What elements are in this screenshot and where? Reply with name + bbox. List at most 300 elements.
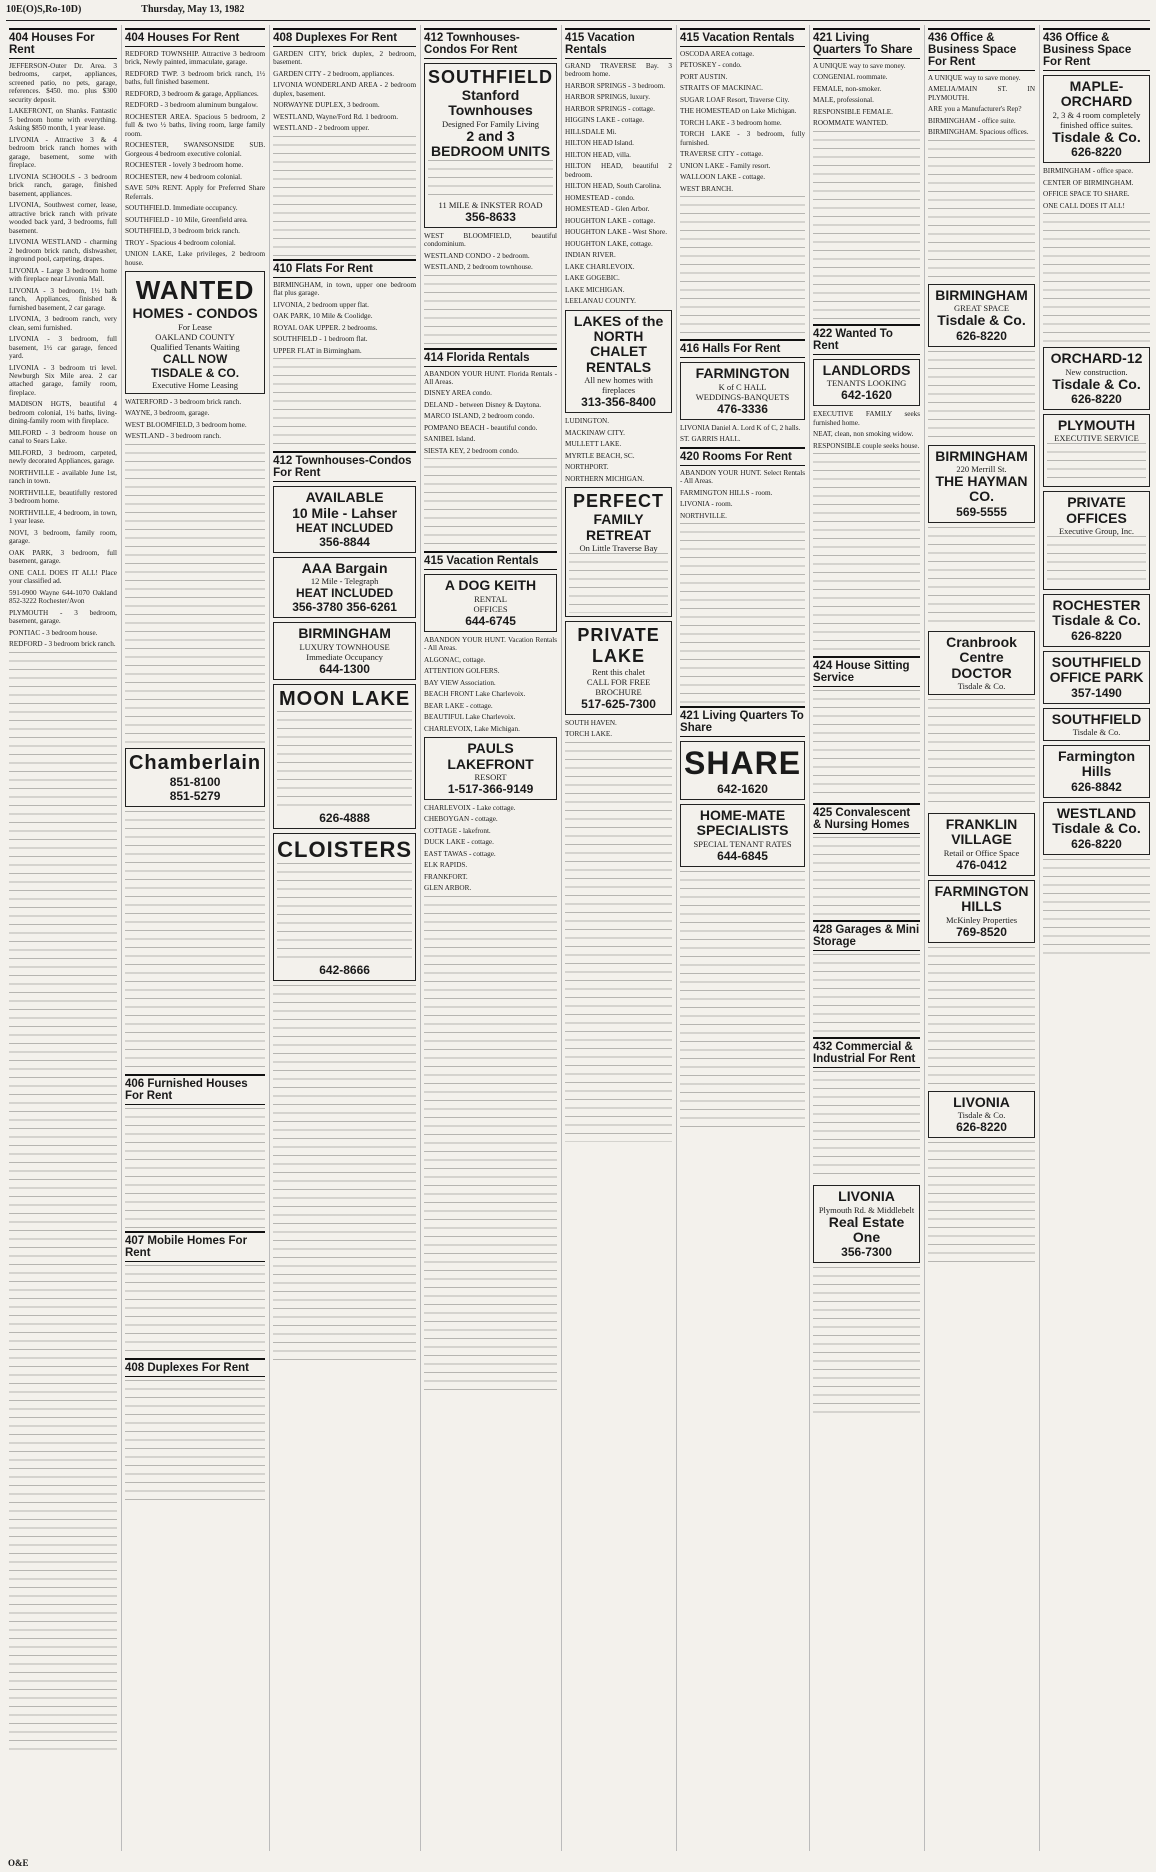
display-ad-share bbox=[680, 741, 805, 800]
ad-title: SHARE bbox=[684, 745, 802, 782]
classified-ad: FARMINGTON HILLS - room. bbox=[680, 488, 773, 497]
classified-ad: HILTON HEAD, South Carolina. bbox=[565, 182, 662, 191]
ad-list bbox=[424, 636, 557, 733]
classified-ad: HOUGHTON LAKE - cottage. bbox=[565, 216, 656, 225]
classified-ad: MACKINAW CITY. bbox=[565, 428, 625, 437]
classified-ad: SAVE 50% RENT. Apply for Preferred Share Referrals. bbox=[124, 184, 266, 201]
classified-ad: NORTHVILLE, beautifully restored 3 bedroom home. bbox=[9, 488, 117, 506]
display-ad-franklin-village bbox=[928, 813, 1035, 876]
classified-ad: ONE CALL DOES IT ALL! Place your classified ad. bbox=[9, 568, 117, 586]
ad-line: Qualified Tenants Waiting bbox=[150, 341, 240, 352]
classified-ad: OAK PARK, 3 bedroom, full basement, garage. bbox=[9, 548, 117, 566]
classified-ad: SOUTHFIELD - 1 bedroom flat. bbox=[273, 335, 368, 344]
classified-ad: UNION LAKE, Lake privileges, 2 bedroom house. bbox=[124, 250, 266, 267]
ad-title: Chamberlain bbox=[128, 751, 262, 774]
ad-list bbox=[813, 410, 920, 450]
classified-ad: JEFFERSON-Outer Dr. Area. 3 bedrooms, carpet, appliances, screened patio, no pets, garage, references. $450. mo. plus $300 security deposit. bbox=[9, 62, 117, 104]
ad-phone: 626-8220 bbox=[1071, 391, 1122, 406]
ad-text-block bbox=[813, 1071, 920, 1181]
ad-title: ORCHARD-12 bbox=[1050, 350, 1143, 367]
page-footer: O&E bbox=[8, 1858, 29, 1868]
classified-ad: LIVONIA, 2 bedroom upper flat. bbox=[273, 300, 369, 309]
column-6 bbox=[676, 25, 805, 1851]
classified-ad: SUGAR LOAF Resort, Traverse City. bbox=[680, 95, 790, 104]
ad-list bbox=[680, 50, 805, 193]
classified-ad: ABANDON YOUR HUNT. Vacation Rentals - All Areas. bbox=[424, 635, 558, 653]
ad-line: RESORT bbox=[474, 771, 507, 782]
classified-ad: WEST BLOOMFIELD, 3 bedroom home. bbox=[124, 420, 247, 429]
classified-ad: SOUTH HAVEN. bbox=[565, 718, 617, 727]
classified-ad: CHEBOYGAN - cottage. bbox=[424, 815, 498, 824]
section-heading: 424 House Sitting Service bbox=[813, 656, 920, 687]
ad-line: CHALET RENTALS bbox=[586, 343, 652, 375]
display-ad-birmingham-townhouse bbox=[273, 622, 416, 679]
ad-title: PAULS LAKEFRONT bbox=[447, 740, 534, 772]
ad-line: GREAT SPACE bbox=[954, 303, 1010, 314]
ad-phone: 769-8520 bbox=[956, 924, 1007, 939]
ad-line: HOMES - CONDOS bbox=[132, 305, 258, 322]
ad-line: CALL FOR FREE BROCHURE bbox=[586, 676, 651, 697]
display-ad-plymouth-executive bbox=[1043, 414, 1150, 487]
classified-ad: DUCK LAKE - cottage. bbox=[424, 838, 494, 847]
ad-text-block bbox=[9, 652, 117, 1752]
ad-title: MOON LAKE bbox=[278, 687, 411, 710]
classified-ad: ROOMMATE WANTED. bbox=[813, 119, 888, 128]
ad-line: LUXURY TOWNHOUSE bbox=[299, 641, 390, 652]
classified-ad: FEMALE, non-smoker. bbox=[813, 84, 882, 93]
ad-text-block bbox=[125, 811, 265, 1071]
ad-line: Tisdale & Co. bbox=[1072, 727, 1121, 738]
section-heading: 416 Halls For Rent bbox=[680, 339, 805, 358]
classified-ad: NORTHPORT. bbox=[565, 463, 609, 472]
classified-ad: REDFORD TOWNSHIP. Attractive 3 bedroom brick, Newly painted, immaculate, garage. bbox=[124, 50, 266, 67]
ad-list bbox=[273, 281, 416, 355]
classified-ad: SOUTHFIELD, 3 bedroom brick ranch. bbox=[124, 227, 240, 236]
classified-ad: ALGONAC, cottage. bbox=[424, 655, 486, 664]
column-9 bbox=[1039, 25, 1150, 1851]
classified-ad: WESTLAND, 2 bedroom townhouse. bbox=[424, 263, 533, 272]
classified-ad: UPPER FLAT in Birmingham. bbox=[273, 346, 362, 355]
classified-ad: ABANDON YOUR HUNT. Florida Rentals - All Areas. bbox=[424, 369, 558, 386]
classified-ad: A UNIQUE way to save money. bbox=[813, 62, 906, 70]
ad-phone: 642-1620 bbox=[841, 388, 892, 403]
ad-text-block bbox=[813, 837, 920, 917]
ad-line: OFFICES bbox=[473, 603, 508, 614]
classified-ad: REDFORD - 3 bedroom brick ranch. bbox=[9, 640, 116, 649]
ad-title: BIRMINGHAM bbox=[935, 286, 1028, 303]
classified-ad: LIVONIA, 3 bedroom ranch, very clean, semi furnished. bbox=[9, 315, 117, 332]
display-ad-private-offices bbox=[1043, 491, 1150, 590]
ad-list bbox=[424, 232, 557, 272]
ad-phone: 313-356-8400 bbox=[581, 395, 656, 410]
ad-text-block bbox=[813, 1267, 920, 1417]
classified-ad: LAKE CHARLEVOIX. bbox=[565, 262, 635, 271]
column-2 bbox=[121, 25, 265, 1851]
classified-ad: HILTON HEAD, villa. bbox=[565, 150, 631, 159]
classified-ad: MADISON HGTS, beautiful 4 bedroom colonial, 1½ baths, living-dining-family room with fireplace. bbox=[9, 400, 117, 426]
classified-ad: ROYAL OAK UPPER. 2 bedrooms. bbox=[273, 323, 378, 332]
classified-ad: STRAITS OF MACKINAC. bbox=[680, 84, 763, 93]
issue-date: Thursday, May 13, 1982 bbox=[141, 4, 245, 15]
ad-title: A DOG KEITH bbox=[444, 577, 537, 594]
display-ad-hayman bbox=[928, 445, 1035, 523]
ad-list bbox=[928, 74, 1035, 137]
classified-ad: NORWAYNE DUPLEX, 3 bedroom. bbox=[273, 101, 380, 110]
classified-ad: NORTHERN MICHIGAN. bbox=[565, 474, 645, 483]
display-ad-southfield-office-park bbox=[1043, 651, 1150, 704]
classified-ad: CENTER OF BIRMINGHAM. bbox=[1043, 178, 1134, 187]
ad-title: LANDLORDS bbox=[822, 361, 911, 378]
display-ad-orchard-12 bbox=[1043, 347, 1150, 410]
ad-text-block bbox=[928, 699, 1035, 809]
ad-line: Executive Home Leasing bbox=[152, 379, 239, 390]
ad-text-block bbox=[428, 160, 553, 200]
ad-title: LAKES of the NORTH bbox=[573, 312, 664, 345]
ad-line: 2 and 3 BEDROOM UNITS bbox=[431, 127, 551, 160]
display-ad-birmingham-great-space bbox=[928, 284, 1035, 347]
classified-ad: LIVONIA - 3 bedroom, 1½ bath ranch, Appliances, finished & furnished basement, 2 car garage. bbox=[9, 286, 117, 312]
ad-title: WESTLAND bbox=[1056, 804, 1137, 821]
ad-text-block bbox=[125, 1380, 265, 1500]
ad-line: New construction. bbox=[1065, 366, 1128, 377]
display-ad-farmington-k-of-c-hall bbox=[680, 362, 805, 419]
ad-line: On Little Traverse Bay bbox=[579, 542, 658, 553]
column-1 bbox=[6, 25, 117, 1851]
ad-title: FARMINGTON HILLS bbox=[934, 882, 1029, 915]
display-ad-maple-orchard bbox=[1043, 75, 1150, 163]
classified-ad: WEST BRANCH. bbox=[680, 184, 734, 193]
ad-phone: 356-3780 356-6261 bbox=[292, 600, 397, 615]
classified-ad: NORTHVILLE. bbox=[680, 511, 727, 520]
classified-ad: ONE CALL DOES IT ALL! bbox=[1043, 201, 1125, 210]
section-heading: 410 Flats For Rent bbox=[273, 259, 416, 278]
classified-ad: LIVONIA - room. bbox=[680, 500, 733, 509]
ad-line: Real Estate One bbox=[828, 1213, 905, 1246]
column-8 bbox=[924, 25, 1035, 1851]
column-3 bbox=[269, 25, 416, 1851]
ad-title: FRANKLIN VILLAGE bbox=[945, 816, 1018, 848]
ad-title: PLYMOUTH bbox=[1057, 416, 1136, 433]
display-ad-stanford-townhouses bbox=[424, 63, 557, 228]
classified-ad: ROCHESTER AREA. Spacious 5 bedroom, 2 full & two ½ baths, living room, large family room. bbox=[124, 112, 266, 138]
classified-ad: ABANDON YOUR HUNT. Select Rentals - All Areas. bbox=[680, 468, 806, 486]
classified-ad: PETOSKEY - condo. bbox=[680, 61, 742, 70]
section-heading: 415 Vacation Rentals bbox=[680, 28, 805, 47]
ad-text-block bbox=[273, 136, 416, 256]
display-ad-private-lake bbox=[565, 621, 672, 715]
classified-ad: BEAR LAKE - cottage. bbox=[424, 701, 493, 710]
section-heading: 428 Garages & Mini Storage bbox=[813, 920, 920, 951]
section-heading: 404 Houses For Rent bbox=[9, 28, 117, 59]
classified-ad: ROCHESTER, SWANSONSIDE SUB. Gorgeous 4 bedroom executive colonial. bbox=[124, 141, 266, 158]
classified-ad: LIVONIA Daniel A. Lord K of C, 2 halls. bbox=[680, 423, 801, 432]
ad-text-block bbox=[125, 444, 265, 744]
classified-ad: LIVONIA - 3 bedroom tri level. Newburgh Six Mile area. 2 car attached garage, family room, fireplace. bbox=[9, 363, 117, 397]
ad-line: EXECUTIVE SERVICE bbox=[1054, 433, 1139, 444]
display-ad-aaa-bargain bbox=[273, 557, 416, 618]
ad-title: PRIVATE OFFICES bbox=[1066, 494, 1127, 526]
classified-ad: FRANKFORT. bbox=[424, 872, 468, 881]
classified-ad: LAKE MICHIGAN. bbox=[565, 285, 625, 294]
ad-title: HOME-MATE bbox=[699, 807, 786, 824]
ad-phone: 517-625-7300 bbox=[581, 696, 656, 711]
display-ad-keith-rentals bbox=[424, 574, 557, 631]
classified-ad: LIVONIA WESTLAND - charming 2 bedroom brick ranch, dishwasher, inground pool, carpeting, drapes. bbox=[9, 238, 117, 264]
classified-ad: BIRMINGHAM - office suite. bbox=[928, 116, 1016, 125]
classified-ad: MILFORD, 3 bedroom, carpeted, newly decorated Appliances, garage. bbox=[9, 448, 117, 466]
display-ad-southfield-tisdale bbox=[1043, 708, 1150, 741]
classified-ad: DISNEY AREA condo. bbox=[424, 389, 492, 398]
display-ad-lakes-of-the-north bbox=[565, 310, 672, 414]
ad-list bbox=[1043, 167, 1150, 210]
ad-phone: 642-1620 bbox=[717, 782, 768, 797]
ad-title: SOUTHFIELD bbox=[1051, 710, 1142, 727]
display-ad-mckinley bbox=[928, 880, 1035, 943]
ad-line: Tisdale & Co. bbox=[1052, 128, 1141, 145]
ad-line: Tisdale & Co. bbox=[957, 1109, 1006, 1120]
ad-line: FAMILY RETREAT bbox=[586, 511, 652, 543]
classified-ad: HOUGHTON LAKE, cottage. bbox=[565, 239, 653, 248]
classified-ad: CHARLEVOIX - Lake cottage. bbox=[424, 803, 516, 812]
section-heading: 436 Office & Business Space For Rent bbox=[928, 28, 1035, 71]
display-ad-cranbrook bbox=[928, 631, 1035, 695]
ad-phone: 851-8100 bbox=[169, 774, 221, 789]
section-heading: 425 Convalescent & Nursing Homes bbox=[813, 803, 920, 834]
ad-text-block bbox=[273, 358, 416, 448]
ad-title: ROCHESTER bbox=[1052, 597, 1141, 614]
ad-line: 11 MILE & INKSTER ROAD bbox=[438, 199, 543, 210]
ad-title: LIVONIA bbox=[838, 1188, 895, 1205]
ad-line: SPECIALISTS bbox=[696, 822, 789, 839]
ad-title: PRIVATE LAKE bbox=[577, 624, 660, 666]
classified-ad: ELK RAPIDS. bbox=[424, 861, 468, 870]
ad-title: Cranbrook Centre bbox=[946, 633, 1017, 666]
ad-line: Plymouth Rd. & Middlebelt bbox=[818, 1204, 915, 1215]
ad-line: K of C HALL bbox=[718, 381, 767, 392]
ad-list bbox=[9, 62, 117, 649]
ad-text-block bbox=[125, 1108, 265, 1228]
display-ad-livonia-real-estate-one bbox=[813, 1185, 920, 1263]
section-heading: 415 Vacation Rentals bbox=[565, 28, 672, 59]
classified-ad: REDFORD - 3 bedroom aluminum bungalow. bbox=[124, 101, 258, 110]
ad-title: BIRMINGHAM bbox=[298, 625, 391, 642]
column-4 bbox=[420, 25, 557, 1851]
ad-list bbox=[565, 417, 672, 483]
display-ad-pauls-lakefront bbox=[424, 737, 557, 800]
ad-text-block bbox=[813, 690, 920, 800]
classified-ad: MULLETT LAKE. bbox=[565, 440, 622, 449]
classified-ad: HARBOR SPRINGS, luxury. bbox=[565, 93, 651, 102]
classified-ad: EAST TAWAS - cottage. bbox=[424, 849, 496, 858]
column-7 bbox=[809, 25, 920, 1851]
ad-list bbox=[680, 469, 805, 520]
ad-text-block bbox=[273, 985, 416, 1365]
ad-line: Executive Group, Inc. bbox=[1058, 526, 1135, 537]
classified-ad: PLYMOUTH - 3 bedroom, basement, garage. bbox=[9, 608, 117, 626]
classified-ad: TORCH LAKE. bbox=[565, 730, 613, 739]
ad-line: Tisdale & Co. bbox=[937, 312, 1026, 329]
ad-phone: 644-1300 bbox=[319, 661, 370, 676]
display-ad-wanted bbox=[125, 271, 265, 393]
ad-phone: 356-7300 bbox=[841, 1245, 892, 1260]
classified-ad: HARBOR SPRINGS - 3 bedroom. bbox=[565, 81, 666, 90]
classified-ad: CHARLEVOIX, Lake Michigan. bbox=[424, 724, 520, 733]
classified-ad: MARCO ISLAND, 2 bedroom condo. bbox=[424, 412, 535, 421]
ad-list bbox=[125, 50, 265, 267]
ad-phone: 626-8842 bbox=[1071, 779, 1122, 794]
classified-ad: COTTAGE - lakefront. bbox=[424, 826, 491, 835]
ad-line: Tisdale & Co. bbox=[1052, 820, 1141, 837]
section-heading: 406 Furnished Houses For Rent bbox=[125, 1074, 265, 1105]
classified-ad: WESTLAND - 3 bedroom ranch. bbox=[124, 432, 221, 441]
ad-line: WEDDINGS-BANQUETS bbox=[695, 391, 790, 402]
ad-phone: 626-8220 bbox=[956, 1119, 1007, 1134]
column-5 bbox=[561, 25, 672, 1851]
classified-ad: LAKEFRONT, on Shanks. Fantastic 5 bedroom home with everything. Asking $850 month, 1 year lease. bbox=[9, 107, 117, 133]
ad-line: 2, 3 & 4 room completely finished office suites. bbox=[1052, 109, 1141, 130]
display-ad-landlords bbox=[813, 359, 920, 406]
display-ad-available bbox=[273, 486, 416, 553]
classified-ad: LIVONIA SCHOOLS - 3 bedroom brick ranch, garage, finished basement, appliances. bbox=[9, 172, 117, 198]
classified-ad: HOUGHTON LAKE - West Shore. bbox=[565, 228, 668, 237]
ad-phone: 626-8220 bbox=[956, 328, 1007, 343]
ad-text-block bbox=[424, 458, 557, 548]
classified-ad: HILLSDALE Mi. bbox=[565, 127, 617, 136]
ad-text-block bbox=[813, 453, 920, 653]
classified-ad: TRAVERSE CITY - cottage. bbox=[680, 150, 764, 159]
ad-title: SOUTHFIELD bbox=[428, 67, 554, 87]
classified-ad: GARDEN CITY, brick duplex, 2 bedroom, basement. bbox=[273, 50, 417, 67]
ad-phone: 851-5279 bbox=[169, 788, 221, 803]
ad-text-block bbox=[680, 871, 805, 1131]
ad-line: Immediate Occupancy bbox=[306, 651, 383, 662]
classified-ad: A UNIQUE way to save money. bbox=[928, 74, 1021, 82]
ad-text-block bbox=[424, 275, 557, 345]
classified-ad: GRAND TRAVERSE Bay. 3 bedroom home. bbox=[565, 62, 673, 79]
section-heading: 408 Duplexes For Rent bbox=[125, 1358, 265, 1377]
classified-ad: BIRMINGHAM. Spacious offices. bbox=[928, 128, 1029, 137]
classified-ad: HOMESTEAD - condo. bbox=[565, 193, 635, 202]
classified-ad: MALE, professional. bbox=[813, 96, 874, 105]
classified-ad: OAK PARK, 10 Mile & Coolidge. bbox=[273, 312, 373, 321]
ad-text-block bbox=[1047, 443, 1146, 483]
ad-title: MAPLE-ORCHARD bbox=[1060, 78, 1133, 110]
classified-ad: NORTHVILLE - available June 1st, ranch in town. bbox=[9, 468, 117, 486]
ad-line: RENTAL bbox=[474, 593, 507, 604]
section-heading: 415 Vacation Rentals bbox=[424, 551, 557, 570]
classified-ad: ATTENTION GOLFERS. bbox=[424, 667, 500, 676]
ad-title: Farmington Hills bbox=[1058, 748, 1135, 780]
ad-title: AVAILABLE bbox=[305, 489, 384, 506]
ad-line: Tisdale & Co. bbox=[957, 681, 1006, 692]
ad-list bbox=[424, 804, 557, 893]
ad-list bbox=[565, 62, 672, 306]
ad-line: CALL NOW bbox=[162, 351, 228, 366]
ad-line: For Lease bbox=[178, 321, 212, 332]
ad-title: FARMINGTON bbox=[695, 365, 790, 382]
ad-title: PERFECT bbox=[573, 491, 665, 512]
ad-phone: 1-517-366-9149 bbox=[447, 781, 534, 796]
section-heading: 408 Duplexes For Rent bbox=[273, 28, 416, 47]
ad-phone: 626-8220 bbox=[1071, 145, 1122, 160]
section-heading: 421 Living Quarters To Share bbox=[813, 28, 920, 59]
ad-list bbox=[424, 370, 557, 456]
classified-ad: GARDEN CITY - 2 bedroom, appliances. bbox=[273, 69, 395, 78]
classified-ad: ST. GARRIS HALL. bbox=[680, 435, 741, 444]
section-heading: 432 Commercial & Industrial For Rent bbox=[813, 1037, 920, 1068]
classified-ad: ARE you a Manufacturer's Rep? bbox=[928, 105, 1022, 114]
ad-phone: 644-6845 bbox=[717, 848, 768, 863]
classified-ad: MYRTLE BEACH, SC. bbox=[565, 451, 635, 460]
ad-title: WANTED bbox=[135, 275, 255, 306]
classified-ad: BEAUTIFUL Lake Charlevoix. bbox=[424, 713, 516, 722]
ad-line: TISDALE & CO. bbox=[151, 365, 240, 380]
classified-ad: DELAND - between Disney & Daytona. bbox=[424, 400, 542, 409]
ad-text-block bbox=[680, 196, 805, 336]
ad-phone: 356-8844 bbox=[319, 535, 370, 550]
ad-list bbox=[273, 50, 416, 133]
display-ad-moon-lake bbox=[273, 684, 416, 829]
ad-phone: 626-8220 bbox=[1071, 836, 1122, 851]
ad-line: Rent this chalet bbox=[592, 666, 645, 677]
classified-ad: THE HOMESTEAD on Lake Michigan. bbox=[680, 107, 797, 116]
ad-list bbox=[813, 62, 920, 128]
classified-ad: HILTON HEAD Island. bbox=[565, 139, 634, 148]
display-ad-home-mate bbox=[680, 804, 805, 867]
section-heading: 412 Townhouses-Condos For Rent bbox=[424, 28, 557, 59]
ad-list bbox=[565, 719, 672, 739]
ad-phone: 644-6745 bbox=[465, 613, 516, 628]
classified-ad: AMELIA/MAIN ST. IN PLYMOUTH. bbox=[928, 85, 1036, 102]
classified-ad: WAYNE, 3 bedroom, garage. bbox=[124, 409, 210, 418]
ad-text-block bbox=[1043, 213, 1150, 343]
ad-title: SOUTHFIELD bbox=[1051, 653, 1142, 670]
classified-ad: PONTIAC - 3 bedroom house. bbox=[9, 628, 98, 637]
classified-ad: LIVONIA - Large 3 bedroom home with fireplace near Livonia Mall. bbox=[9, 266, 117, 284]
ad-line: Retail or Office Space bbox=[943, 847, 1020, 858]
ad-phone: 476-3336 bbox=[717, 401, 768, 416]
classified-ad: WEST BLOOMFIELD, beautiful condominium. bbox=[424, 231, 558, 249]
classified-ad: CONGENIAL roommate. bbox=[813, 73, 888, 82]
ad-title: LIVONIA bbox=[953, 1093, 1010, 1110]
classified-ad: BIRMINGHAM, in town, upper one bedroom flat plus garage. bbox=[273, 280, 417, 298]
classified-ad: HOMESTEAD - Glen Arbor. bbox=[565, 205, 650, 214]
classified-ad: LUDINGTON. bbox=[565, 417, 610, 426]
ad-line: 220 Merrill St. bbox=[956, 464, 1007, 475]
ad-columns bbox=[6, 25, 1150, 1851]
ad-text-block bbox=[813, 954, 920, 1034]
ad-list bbox=[680, 424, 805, 444]
classified-ad: RESPONSIBLE FEMALE. bbox=[813, 107, 893, 116]
display-ad-perfect-family-retreat bbox=[565, 487, 672, 617]
ad-line: HEAT INCLUDED bbox=[296, 521, 394, 536]
classified-ad: LEELANAU COUNTY. bbox=[565, 297, 636, 306]
ad-text-block bbox=[277, 711, 412, 811]
ad-text-block bbox=[813, 131, 920, 321]
section-heading: 436 Office & Business Space For Rent bbox=[1043, 28, 1150, 71]
ad-text-block bbox=[565, 742, 672, 1142]
classified-ad: ROCHESTER, new 4 bedroom colonial. bbox=[124, 172, 242, 181]
ad-line: OAKLAND COUNTY bbox=[155, 331, 235, 342]
ad-text-block bbox=[125, 1265, 265, 1355]
classified-ad: WESTLAND - 2 bedroom upper. bbox=[273, 124, 370, 133]
classified-ad: LIVONIA, Southwest corner, lease, attractive brick ranch with private wooded back yard, 3 bedrooms, full basement. bbox=[9, 201, 117, 235]
classified-ad: WALLOON LAKE - cottage. bbox=[680, 173, 766, 182]
classified-ad: SIESTA KEY, 2 bedroom condo. bbox=[424, 446, 519, 455]
classified-ad: BAY VIEW Association. bbox=[424, 678, 496, 687]
ad-line: DOCTOR bbox=[951, 664, 1012, 681]
ad-text-block bbox=[928, 947, 1035, 1087]
